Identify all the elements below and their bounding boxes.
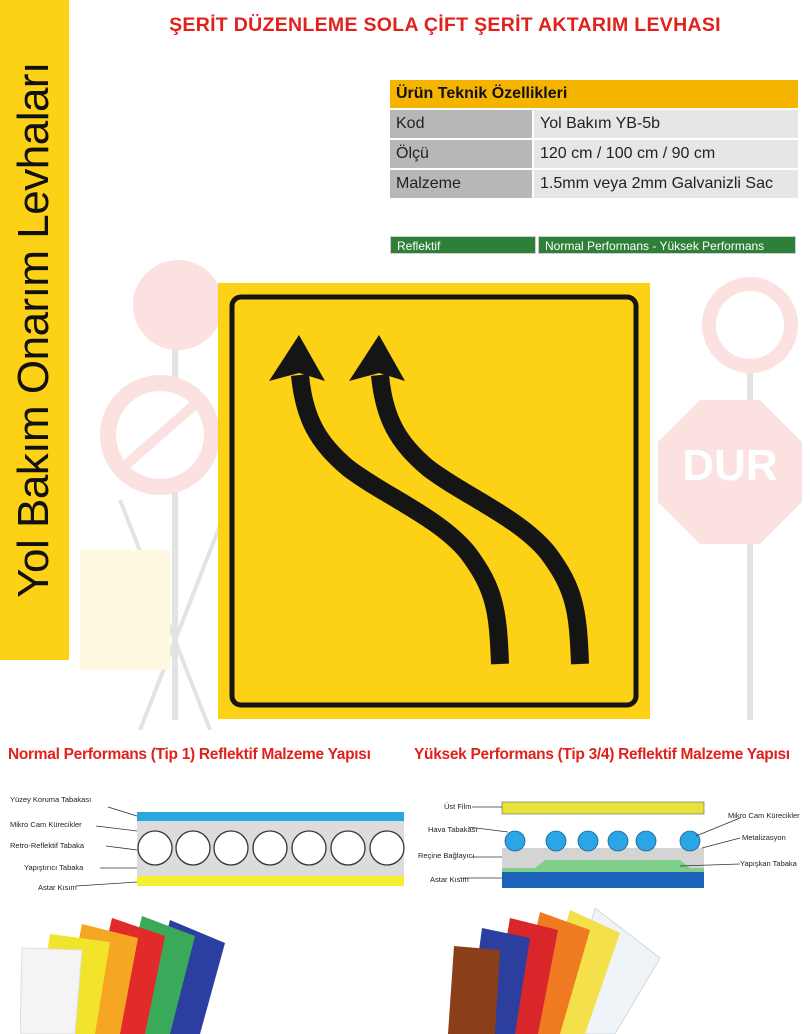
normal-performance-diagram (0, 790, 410, 895)
spec-row (390, 139, 798, 169)
layer-label: Üst Film (444, 802, 472, 811)
spec-row (390, 109, 798, 139)
layer-label: Mikro Cam Kürecikler (10, 820, 82, 829)
sidebar-banner (0, 0, 69, 660)
sidebar-label: Yol Bakım Onarım Levhaları (9, 62, 58, 598)
reflective-value: Normal Performans - Yüksek Performans (538, 236, 796, 254)
spec-heading: Ürün Teknik Özellikleri (390, 80, 798, 109)
spec-key: Ölçü (390, 139, 533, 169)
spec-value: Yol Bakım YB-5b (533, 109, 798, 139)
reflective-key: Reflektif (390, 236, 536, 254)
page-title: ŞERİT DÜZENLEME SOLA ÇİFT ŞERİT AKTARIM LEVHASI (169, 14, 721, 36)
layer-label: Yüzey Koruma Tabakası (10, 795, 92, 804)
layer-label: Metalizasyon (742, 833, 786, 842)
spec-value: 120 cm / 100 cm / 90 cm (533, 139, 798, 169)
spec-header-row (390, 80, 798, 109)
high-performance-diagram (410, 796, 810, 896)
layer-label: Mikro Cam Kürecikler (728, 811, 800, 820)
spec-table (390, 80, 798, 198)
lane-shift-sign (218, 283, 650, 719)
layer-label: Astar Kısım (430, 875, 469, 884)
high-samples-image (440, 908, 670, 1034)
layer-label: Astar Kısım (38, 883, 77, 892)
layer-label: Yapıştırıcı Tabaka (24, 863, 84, 872)
layer-label: Hava Tabakası (428, 825, 478, 834)
normal-performance-title: Normal Performans (Tip 1) Reflektif Malzeme Yapısı (8, 746, 371, 763)
stop-sign-text: DUR (682, 441, 778, 490)
high-performance-title: Yüksek Performans (Tip 3/4) Reflektif Malzeme Yapısı (414, 746, 790, 763)
layer-label: Yapışkan Tabaka (740, 859, 797, 868)
layer-label: Retro-Reflektif Tabaka (10, 841, 85, 850)
spec-row (390, 169, 798, 198)
layer-label: Reçine Bağlayıcı (418, 851, 475, 860)
spec-key: Malzeme (390, 169, 533, 198)
normal-samples-image (20, 908, 240, 1034)
spec-key: Kod (390, 109, 533, 139)
spec-value: 1.5mm veya 2mm Galvanizli Sac (533, 169, 798, 198)
